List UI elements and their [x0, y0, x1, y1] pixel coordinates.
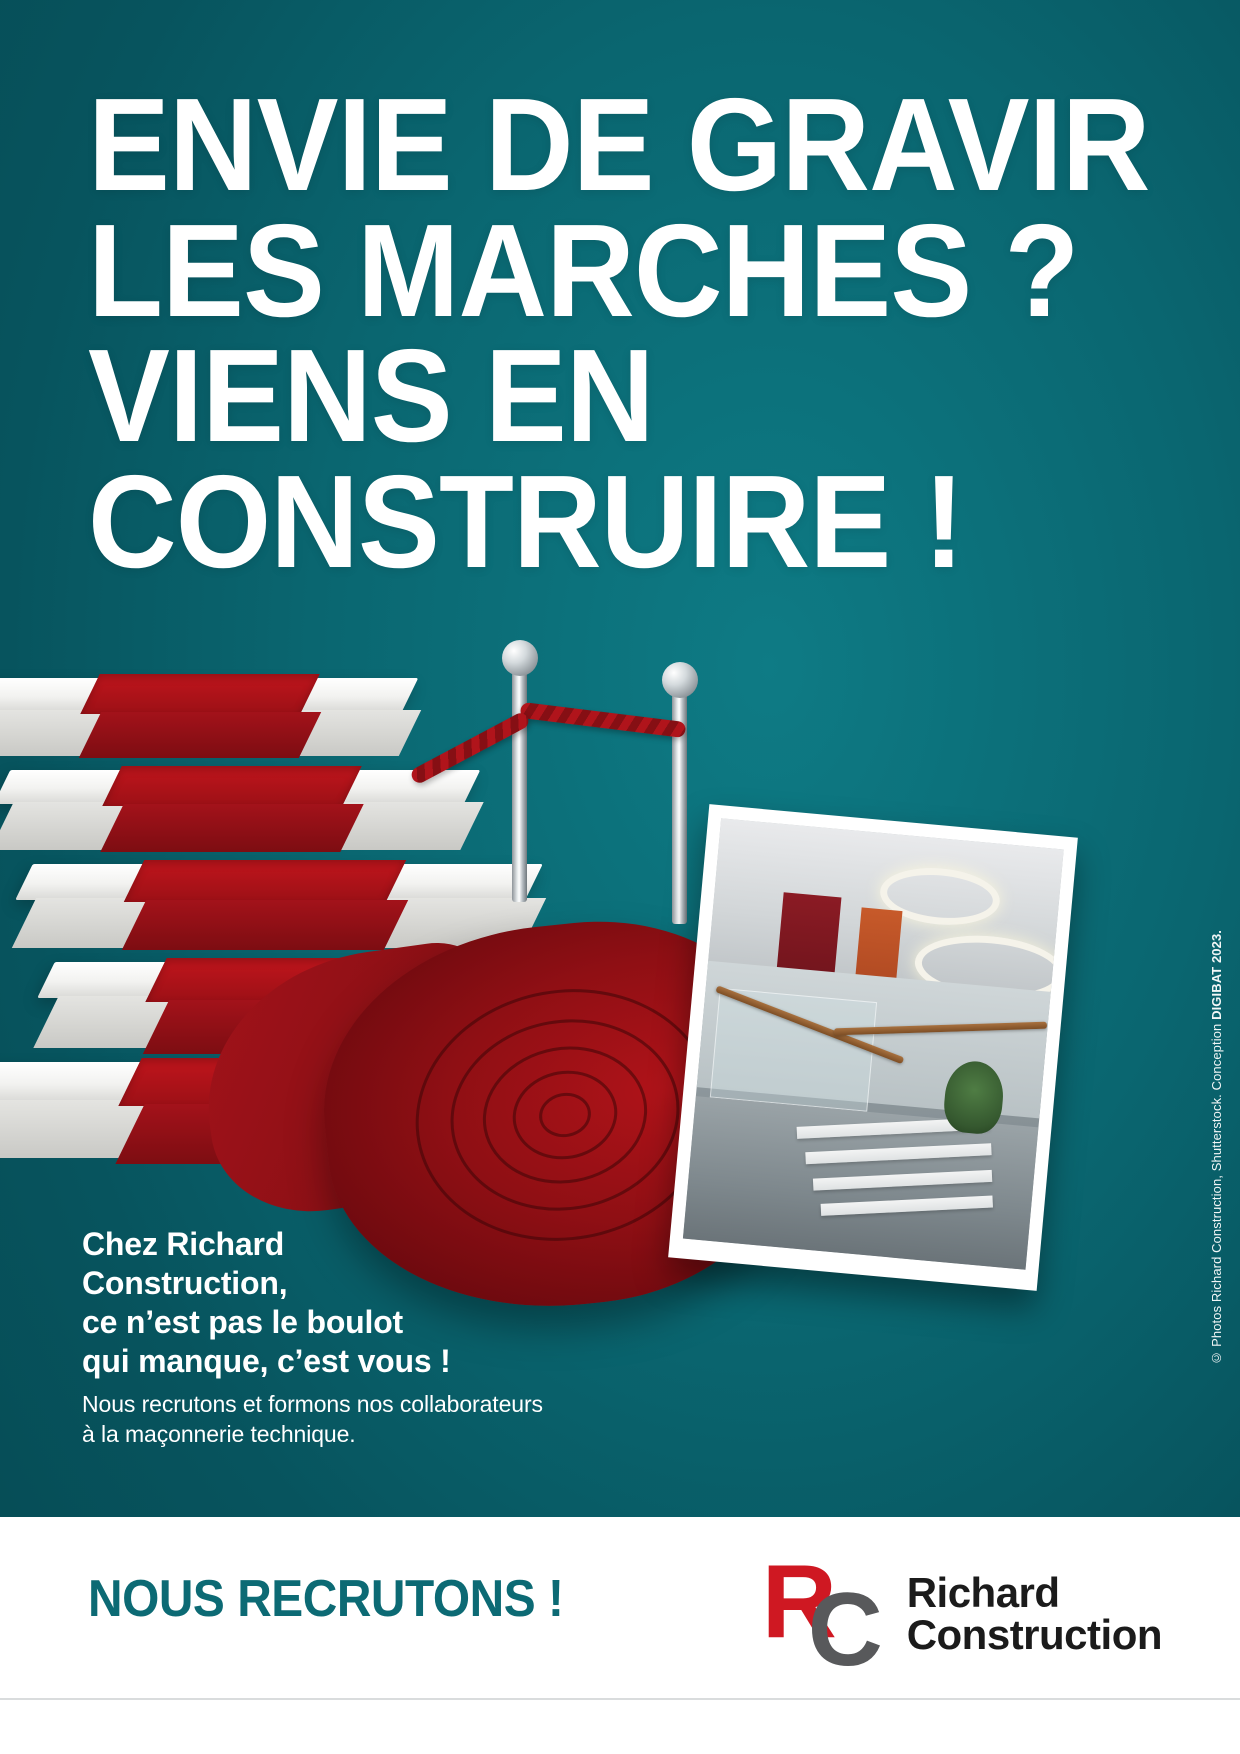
- footer: [0, 1517, 1240, 1754]
- red-carpet-tread: [124, 860, 406, 902]
- recruiting-label: NOUS RECRUTONS !: [88, 1570, 564, 1628]
- body-light-block: [82, 1389, 642, 1450]
- photo-credit: [1209, 930, 1224, 1366]
- headline-line-1: ENVIE DE GRAVIR: [88, 71, 1150, 218]
- body-light-line-2: à la maçonnerie technique.: [82, 1421, 356, 1448]
- body-bold-line-2: Construction,: [82, 1265, 288, 1302]
- red-carpet-tread: [102, 766, 362, 806]
- body-bold-line-1: Chez Richard: [82, 1226, 285, 1262]
- red-carpet-riser: [100, 804, 363, 852]
- headline-line-3: VIENS EN: [88, 322, 654, 470]
- photo-image: [683, 818, 1064, 1269]
- footer-content: [0, 1517, 1240, 1699]
- body-bold-line-3: ce n’est pas le boulot: [82, 1304, 404, 1341]
- logo-mark-icon: [761, 1543, 897, 1688]
- red-carpet-tread: [80, 674, 320, 714]
- company-logo[interactable]: [761, 1543, 1162, 1688]
- logo-letter-r: R: [761, 1543, 837, 1660]
- body-copy: [82, 1225, 642, 1450]
- credit-text: © Photos Richard Construction, Shutterstock. Conception: [1209, 1019, 1224, 1366]
- logo-letter-c: C: [807, 1571, 883, 1688]
- body-light-line-1: Nous recrutons et formons nos collaborateurs: [82, 1391, 543, 1418]
- logo-name-line-1: Richard: [906, 1568, 1060, 1616]
- footer-divider: [0, 1698, 1240, 1700]
- logo-name-line-2: Construction: [906, 1610, 1162, 1658]
- headline-line-2: LES MARCHES ?: [88, 196, 1079, 344]
- logo-wordmark: [906, 1568, 1162, 1658]
- stanchion-ball-icon: [502, 640, 538, 676]
- credit-agency: DIGIBAT 2023.: [1209, 930, 1224, 1020]
- headline: [88, 71, 1150, 595]
- headline-line-4: CONSTRUIRE !: [88, 447, 964, 595]
- stanchion-ball-icon: [662, 662, 698, 698]
- red-carpet-riser: [79, 712, 321, 758]
- interior-staircase-photo: [668, 804, 1078, 1291]
- body-bold-line-4: qui manque, c’est vous !: [82, 1343, 451, 1380]
- photo-glass-balustrade: [710, 988, 878, 1112]
